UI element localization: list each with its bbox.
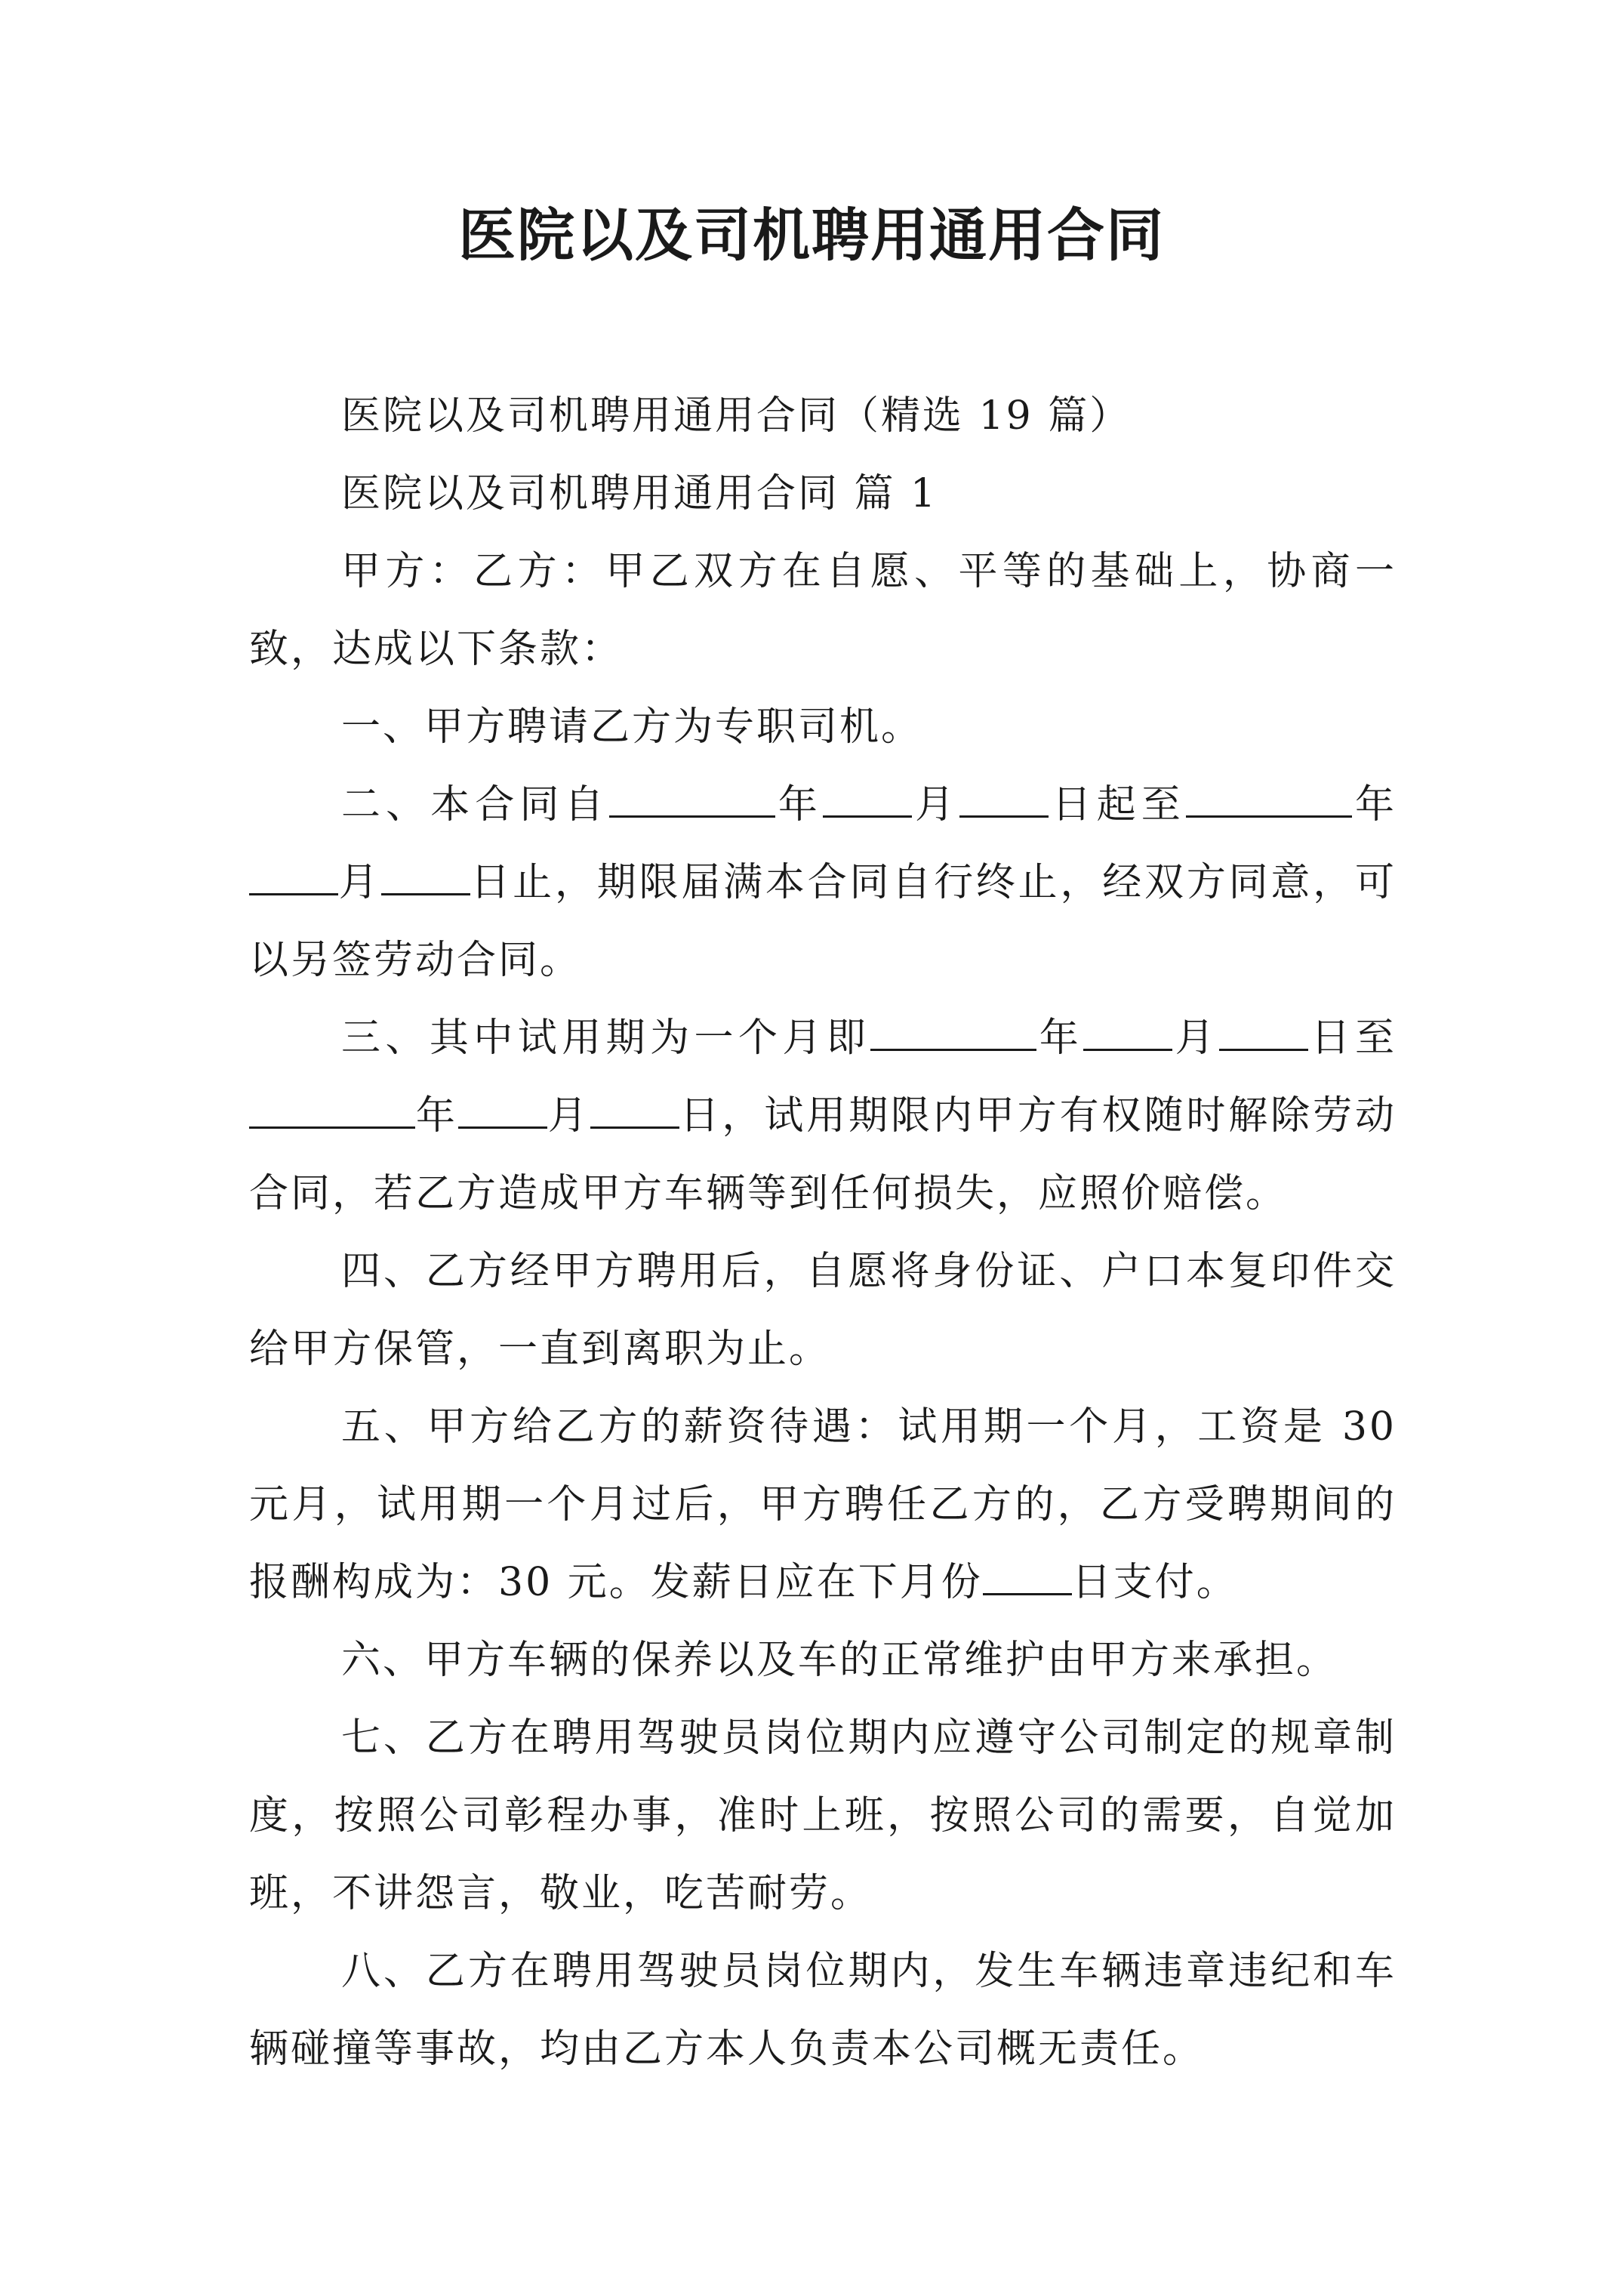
- fill-blank-month: [249, 858, 338, 895]
- document-subtitle: 医院以及司机聘用通用合同（精选 19 篇）: [341, 393, 1132, 439]
- fill-blank-month: [823, 781, 912, 818]
- clause-text: 年: [1351, 782, 1397, 827]
- clause-4: 四、乙方经甲方聘用后，自愿将身份证、户口本复印件交给甲方保管，一直到离职为止。: [249, 1249, 1397, 1372]
- clause-text: 三、其中试用期为一个月即: [341, 1015, 871, 1061]
- clause-text: 年: [775, 782, 824, 827]
- clause-text: 月: [1172, 1015, 1220, 1061]
- fill-blank-year: [870, 1014, 1036, 1051]
- clause-text: 日，试用期限内甲方有权随时解除劳动合同，若乙方造成甲方车辆等到任何损失，应照价赔偿。: [249, 1093, 1397, 1216]
- clause-text: 日至: [1308, 1015, 1397, 1061]
- clause-text: 月: [338, 860, 381, 905]
- clause-2: [249, 766, 1397, 1000]
- clause-text: 年: [1036, 1015, 1084, 1061]
- clause-3: [249, 1000, 1397, 1233]
- clause-5: [249, 1388, 1397, 1622]
- clause-text: 月: [912, 782, 960, 827]
- fill-blank-month: [458, 1092, 547, 1129]
- clause-text: 二、本合同自: [341, 782, 609, 827]
- fill-blank-day: [381, 858, 470, 895]
- clause-text: 日起至: [1049, 782, 1186, 827]
- fill-blank-day: [959, 781, 1049, 818]
- section-heading: 医院以及司机聘用通用合同 篇 1: [341, 471, 938, 516]
- clause-text: 五、甲方给乙方的薪资待遇：试用期一个月，工资是 30 元月，试用期一个月过后，甲方聘任乙方的，乙方受聘期间的报酬构成为：30 元。发薪日应在下月份: [249, 1404, 1397, 1605]
- clause-text: 月: [547, 1093, 590, 1139]
- clause-text: 日止，期限届满本合同自行终止，经双方同意，可以另签劳动合同。: [249, 860, 1397, 983]
- fill-blank-year: [1186, 781, 1352, 818]
- clause-intro: 甲方：乙方：甲乙双方在自愿、平等的基础上，协商一致，达成以下条款：: [249, 549, 1397, 672]
- document-body: [249, 378, 1397, 2088]
- fill-blank-day: [1219, 1014, 1308, 1051]
- fill-blank-year: [249, 1092, 415, 1129]
- clause-1: 一、甲方聘请乙方为专职司机。: [341, 704, 923, 750]
- fill-blank-year: [609, 781, 775, 818]
- fill-blank-month: [1083, 1014, 1172, 1051]
- fill-blank-day: [983, 1558, 1072, 1595]
- clause-6: 六、甲方车辆的保养以及车的正常维护由甲方来承担。: [341, 1638, 1338, 1683]
- document-title: 医院以及司机聘用通用合同: [458, 202, 1165, 269]
- fill-blank-day: [590, 1092, 679, 1129]
- clause-text: 日支付。: [1071, 1560, 1238, 1605]
- clause-8: 八、乙方在聘用驾驶员岗位期内，发生车辆违章违纪和车辆碰撞等事故，均由乙方本人负责本公司概无责任。: [249, 1949, 1397, 2072]
- clause-text: 年: [415, 1093, 458, 1139]
- clause-7: 七、乙方在聘用驾驶员岗位期内应遵守公司制定的规章制度，按照公司彰程办事，准时上班，按照公司的需要，自觉加班，不讲怨言，敬业，吃苦耐劳。: [249, 1715, 1397, 1916]
